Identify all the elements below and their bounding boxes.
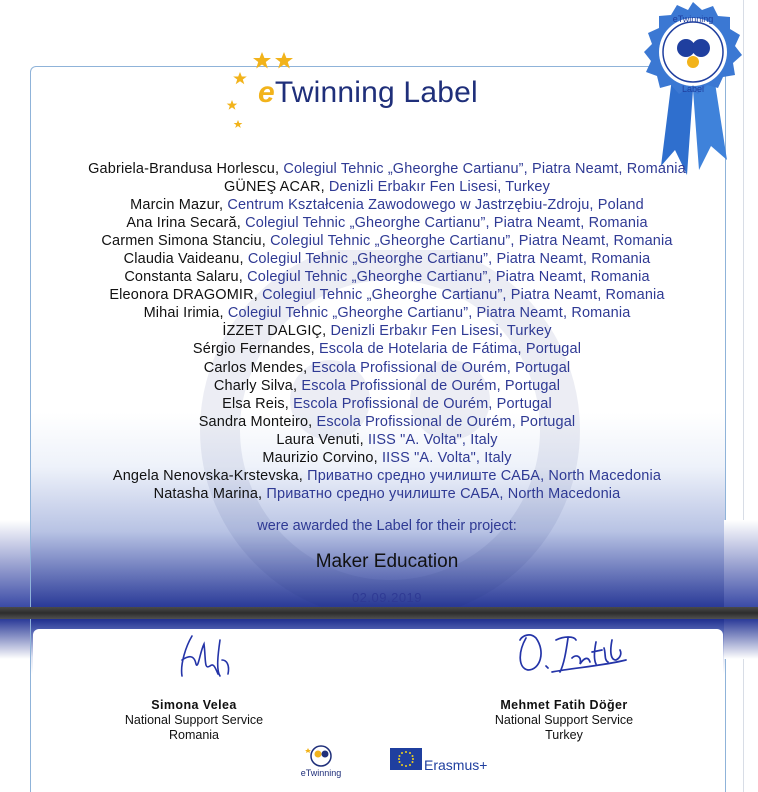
participant-row (30, 485, 744, 503)
participant-school: Colegiul Tehnic „Gheorghe Cartianu”, Piatra Neamt, Romania (227, 305, 631, 322)
participant-row (30, 449, 744, 467)
participant-name: Sérgio Fernandes, (192, 341, 319, 358)
participant-name: Mihai Irimia, (143, 305, 228, 322)
participant-name: Angela Nenovska-Krstevska, (112, 467, 308, 484)
etwinning-logo-text: eTwinning (300, 768, 342, 778)
participant-row (30, 340, 744, 358)
signatory-name: Simona Velea (151, 698, 237, 712)
signatory-name: Mehmet Fatih Döğer (500, 698, 628, 712)
right-edge-gradient-lower (724, 619, 758, 659)
signatory-role: National Support Service (494, 713, 634, 727)
erasmus-logo-text: Erasmus+ (424, 757, 488, 773)
participant-name: Constanta Salaru, (124, 269, 248, 286)
participant-row (30, 286, 744, 304)
signatory-turkey (454, 698, 674, 743)
participant-name: GÜNEŞ ACAR, (223, 179, 329, 196)
participant-school: Приватно средно училиште САБА, North Macedonia (266, 485, 621, 502)
participant-name: Sandra Monteiro, (198, 413, 317, 430)
participant-name: Natasha Marina, (153, 485, 267, 502)
awarded-text: were awarded the Label for their project: (257, 518, 517, 534)
etwinning-logo (296, 744, 346, 782)
badge-bottom-text: Label (681, 84, 705, 94)
participant-school: IISS "A. Volta", Italy (381, 449, 512, 466)
page-divider (0, 607, 758, 619)
participant-school: Denizli Erbakır Fen Lisesi, Turkey (330, 323, 552, 340)
title-e-letter: e (258, 76, 275, 109)
participant-school: Colegiul Tehnic „Gheorghe Cartianu”, Piatra Neamt, Romania (247, 269, 650, 286)
badge-top-text: eTwinning (672, 14, 714, 24)
participant-school: Colegiul Tehnic „Gheorghe Cartianu”, Piatra Neamt, Romania (262, 287, 665, 304)
participant-name: Charly Silva, (213, 377, 302, 394)
participant-school: Centrum Kształcenia Zawodowego w Jastrzębiu-Zdroju, Poland (227, 197, 644, 214)
participant-name: İZZET DALGIÇ, (222, 323, 331, 340)
participant-name: Eleonora DRAGOMIR, (109, 287, 263, 304)
participant-school: Escola Profissional de Ourém, Portugal (301, 377, 561, 394)
left-edge-gradient-lower (0, 619, 30, 659)
participant-name: Gabriela-Brandusa Horlescu, (88, 161, 284, 177)
participant-row (30, 250, 744, 268)
participant-name: Marcin Mazur, (130, 197, 228, 214)
participant-school: Escola Profissional de Ourém, Portugal (316, 413, 576, 430)
etwinning-label-badge-icon (637, 0, 749, 180)
participant-name: Elsa Reis, (222, 395, 294, 412)
participant-row (30, 304, 744, 322)
participant-name: Carmen Simona Stanciu, (101, 233, 271, 250)
participant-row (30, 359, 744, 377)
participant-row (30, 268, 744, 286)
participant-school: Colegiul Tehnic „Gheorghe Cartianu”, Piatra Neamt, Romania (245, 215, 648, 232)
participant-row (30, 160, 744, 178)
participant-school: Escola de Hotelaria de Fátima, Portugal (318, 341, 582, 358)
participant-row (30, 395, 744, 413)
eu-flag-icon (390, 748, 422, 770)
signatory-country: Turkey (545, 728, 583, 742)
participant-school: Denizli Erbakır Fen Lisesi, Turkey (328, 179, 550, 196)
left-edge-gradient (0, 520, 30, 607)
participant-row (30, 431, 744, 449)
project-name: Maker Education (315, 551, 459, 572)
participant-school: Escola Profissional de Ourém, Portugal (311, 359, 571, 376)
participant-row (30, 232, 744, 250)
signatory-country: Romania (168, 728, 220, 742)
participant-row (30, 467, 744, 485)
participant-school: Приватно средно училиште САБА, North Macedonia (307, 467, 662, 484)
participant-name: Maurizio Corvino, (262, 449, 382, 466)
participant-name: Laura Venuti, (276, 431, 368, 448)
title-text: Twinning Label (274, 76, 478, 109)
signatory-romania (84, 698, 304, 743)
participant-row (30, 377, 744, 395)
signature-1-icon (170, 630, 240, 686)
participant-row (30, 196, 744, 214)
participant-row (30, 178, 744, 196)
participant-school: Colegiul Tehnic „Gheorghe Cartianu”, Piatra Neamt, Romania (247, 251, 651, 268)
participant-row (30, 322, 744, 340)
etwinning-logo-icon (296, 744, 346, 770)
participant-school: Colegiul Tehnic „Gheorghe Cartianu”, Piatra Neamt, Romania (283, 161, 686, 177)
participant-school: Escola Profissional de Ourém, Portugal (293, 395, 552, 412)
participant-row (30, 214, 744, 232)
participant-school: Colegiul Tehnic „Gheorghe Cartianu”, Piatra Neamt, Romania (270, 233, 673, 250)
signature-2-icon (512, 628, 630, 682)
award-date: 02.09.2019 (351, 590, 423, 605)
certificate-title (258, 76, 478, 110)
participant-row (30, 413, 744, 431)
participant-name: Ana Irina Secară, (126, 215, 246, 232)
participants-list (30, 160, 744, 503)
signatory-role: National Support Service (124, 713, 264, 727)
participant-name: Carlos Mendes, (203, 359, 312, 376)
participant-school: IISS "A. Volta", Italy (367, 431, 498, 448)
participant-name: Claudia Vaideanu, (123, 251, 248, 268)
